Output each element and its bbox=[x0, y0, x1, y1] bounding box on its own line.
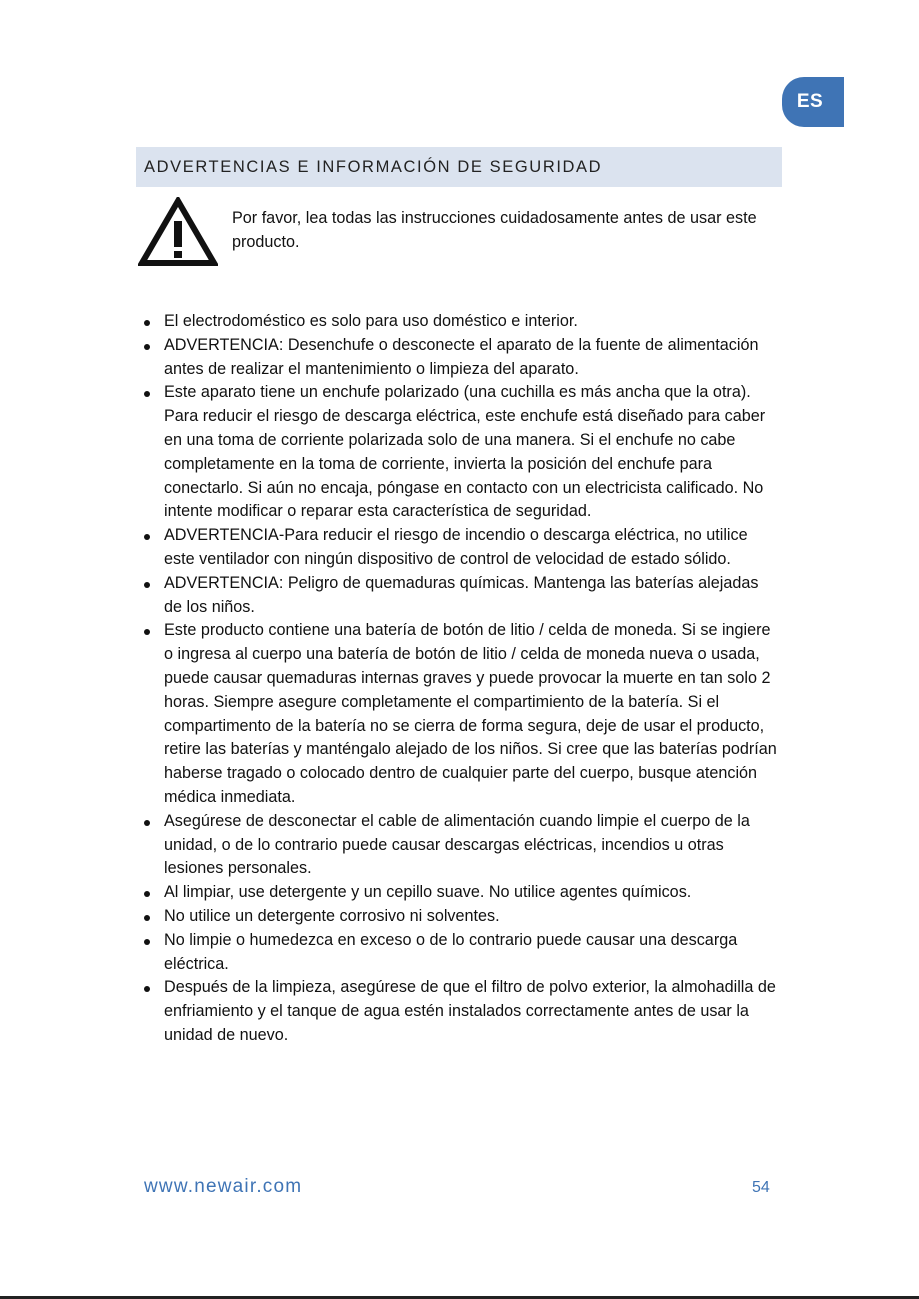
list-item bbox=[138, 810, 778, 881]
list-item-text: Este aparato tiene un enchufe polarizado (una cuchilla es más ancha que la otra). Para reducir el riesgo de descarga eléctrica, este enchufe está diseñado para caber en una toma de corriente polarizada solo de una manera. Si el enchufe no cabe completamente en la toma de corriente, invierta la posición del enchufe para conectarlo. Si aún no encaja, póngase en contacto con un electricista calificado. No intente modificar o reparar esta característica de seguridad. bbox=[164, 383, 766, 521]
list-item bbox=[138, 381, 778, 524]
list-item bbox=[138, 310, 778, 334]
section-title: ADVERTENCIAS E INFORMACIÓN DE SEGURIDAD bbox=[144, 157, 603, 176]
list-item bbox=[138, 619, 778, 809]
list-item bbox=[138, 881, 778, 905]
list-item-text: Después de la limpieza, asegúrese de que el filtro de polvo exterior, la almohadilla de enfriamiento y el tanque de agua estén instalados correctamente antes de usar la unidad de nuevo. bbox=[164, 978, 776, 1044]
list-item bbox=[138, 334, 778, 382]
footer-url-link[interactable]: www.newair.com bbox=[144, 1176, 303, 1197]
bullet-dot bbox=[144, 915, 150, 921]
list-item-text: ADVERTENCIA: Peligro de quemaduras químicas. Mantenga las baterías alejadas de los niños. bbox=[164, 573, 759, 616]
list-item-text: Asegúrese de desconectar el cable de alimentación cuando limpie el cuerpo de la unidad, o de lo contrario puede causar descargas eléctricas, incendios u otras lesiones personales. bbox=[164, 811, 750, 878]
list-item bbox=[138, 976, 778, 1047]
list-item-text: No utilice un detergente corrosivo ni solventes. bbox=[164, 906, 500, 925]
list-item bbox=[138, 929, 778, 977]
list-item-text: Este producto contiene una batería de botón de litio / celda de moneda. Si se ingiere o ingresa al cuerpo una batería de botón de litio / celda de moneda nueva o usada, puede causar quemaduras internas graves y puede provocar la muerte en tan solo 2 horas. Siempre asegure completamente el compartimiento de la batería. Si el compartimento de la batería no se cierra de forma segura, deje de usar el producto, retire las baterías y manténgalo alejado de los niños. Si cree que las baterías podrían haberse tragado o colocado dentro de cualquier parte del cuerpo, busque atención médica inmediata. bbox=[164, 621, 777, 806]
bullet-dot bbox=[144, 344, 150, 350]
list-item bbox=[138, 905, 778, 929]
bullet-dot bbox=[144, 582, 150, 588]
page-number: 54 bbox=[752, 1179, 770, 1196]
list-item bbox=[138, 572, 778, 620]
list-item-text: No limpie o humedezca en exceso o de lo contrario puede causar una descarga eléctrica. bbox=[164, 930, 738, 973]
warning-triangle-icon bbox=[138, 197, 218, 267]
bullet-dot bbox=[144, 891, 150, 897]
bullet-dot bbox=[144, 939, 150, 945]
list-item-text: Al limpiar, use detergente y un cepillo suave. No utilice agentes químicos. bbox=[164, 883, 692, 902]
list-item-text: ADVERTENCIA: Desenchufe o desconecte el aparato de la fuente de alimentación antes de realizar el mantenimiento o limpieza del aparato. bbox=[164, 335, 759, 378]
bullet-dot bbox=[144, 986, 150, 992]
bullet-dot bbox=[144, 391, 150, 397]
language-tab: ES bbox=[782, 77, 844, 127]
list-item bbox=[138, 524, 778, 572]
intro-text: Por favor, lea todas las instrucciones cuidadosamente antes de usar este producto. bbox=[232, 209, 757, 251]
safety-list bbox=[138, 310, 778, 1048]
list-item-text: ADVERTENCIA-Para reducir el riesgo de incendio o descarga eléctrica, no utilice este ventilador con ningún dispositivo de control de velocidad de estado sólido. bbox=[164, 526, 748, 568]
bullet-dot bbox=[144, 320, 150, 326]
bullet-dot bbox=[144, 534, 150, 540]
section-header bbox=[136, 147, 782, 187]
bullet-dot bbox=[144, 629, 150, 635]
bullet-dot bbox=[144, 820, 150, 826]
list-item-text: El electrodoméstico es solo para uso doméstico e interior. bbox=[164, 312, 578, 330]
